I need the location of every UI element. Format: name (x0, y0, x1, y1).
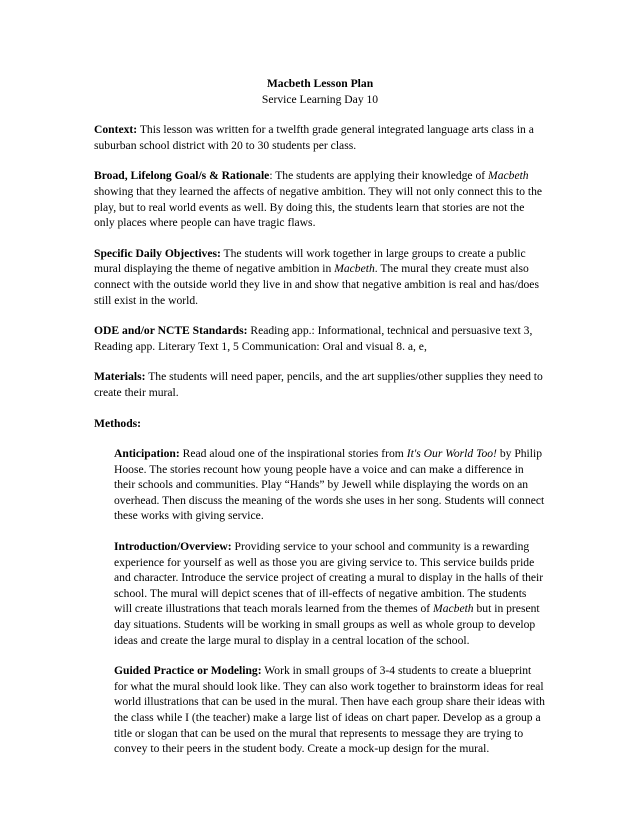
materials-paragraph (94, 369, 546, 400)
objectives-label: Specific Daily Objectives: (94, 246, 221, 260)
objectives-paragraph (94, 246, 546, 308)
guided-text: Work in small groups of 3-4 students to create a blueprint for what the mural should look like. They can also work together to brainstorm ideas for real world illustrations that can be used in the mural. Then have each group share their ideas with the class while I (the teacher) make a large list of ideas on chart paper. Develop as a group a title or slogan that can be used on the mural that represents to message they are trying to convey to their peers in the student body. Create a mock-up design for the mural. (114, 664, 545, 756)
objectives-text-1: The students will work together in large groups to create a public mural displaying the theme of negative ambition in (94, 246, 526, 276)
goals-label: Broad, Lifelong Goal/s & Rationale (94, 169, 270, 183)
objectives-title: Macbeth (334, 262, 375, 276)
standards-text: Reading app.: Informational, technical and persuasive text 3, Reading app. Literary Text 1, 5 Communication: Oral and visual 8. a, e, (94, 324, 533, 353)
title-line-1: Macbeth Lesson Plan (266, 77, 374, 90)
anticipation-paragraph (114, 446, 546, 524)
context-label: Context: (94, 123, 138, 137)
intro-title: Macbeth (433, 602, 474, 616)
methods-heading: Methods: (94, 416, 142, 430)
goals-text: showing that they learned the affects of negative ambition. They will not only connect this to the play, but to real world events as well. By doing this, the students learn that stories are not the only places where people can have tragic flaws. (94, 184, 543, 230)
goals-title: Macbeth (488, 169, 529, 183)
context-paragraph (94, 122, 546, 153)
materials-text: The students will need paper, pencils, and the art supplies/other supplies they need to create their mural. (94, 370, 543, 399)
materials-label: Materials: (94, 370, 146, 384)
goals-colon: : The students are applying their knowledge of (269, 169, 489, 183)
intro-text-2: but in present day situations. Students will be working in small groups as well as whole group to develop ideas and create the large mural to display in a central location of the school. (114, 602, 540, 647)
anticipation-label: Anticipation: (114, 447, 180, 461)
intro-text-1: Providing service to your school and community is a rewarding experience for yourself as well as those you are giving service to. This service builds pride and character. Introduce the service project of creating a mural to display in the halls of their school. The mural will depict scenes that of ill-effects of negative ambition. The students will create illustrations that teach morals learned from the themes of (114, 540, 544, 616)
context-text: This lesson was written for a twelfth grade general integrated language arts class in a suburban school district with 20 to 30 students per class. (94, 123, 534, 152)
intro-label: Introduction/Overview: (114, 540, 232, 554)
standards-label: ODE and/or NCTE Standards: (94, 324, 248, 338)
objectives-text-2: . The mural they create must also connect with the outside world they live in and show that negative ambition is real and has/does still exist in the world. (94, 262, 539, 307)
anticipation-text-1: Read aloud one of the inspirational stories from (179, 447, 407, 461)
guided-paragraph (114, 663, 546, 757)
document-title (94, 76, 546, 107)
goals-paragraph (94, 168, 546, 230)
standards-paragraph (94, 323, 546, 354)
guided-label: Guided Practice or Modeling: (114, 664, 262, 678)
intro-paragraph (114, 539, 546, 648)
anticipation-book-title: It's Our World Too! (406, 447, 497, 461)
anticipation-text-2: by Philip Hoose. The stories recount how young people have a voice and can make a difference in their schools and communities. Play “Hands” by Jewell while displaying the words on an overhead. Then discuss the meaning of the words she uses in her song. Students will connect these works with giving service. (114, 447, 545, 523)
title-line-2: Service Learning Day 10 (261, 92, 379, 106)
